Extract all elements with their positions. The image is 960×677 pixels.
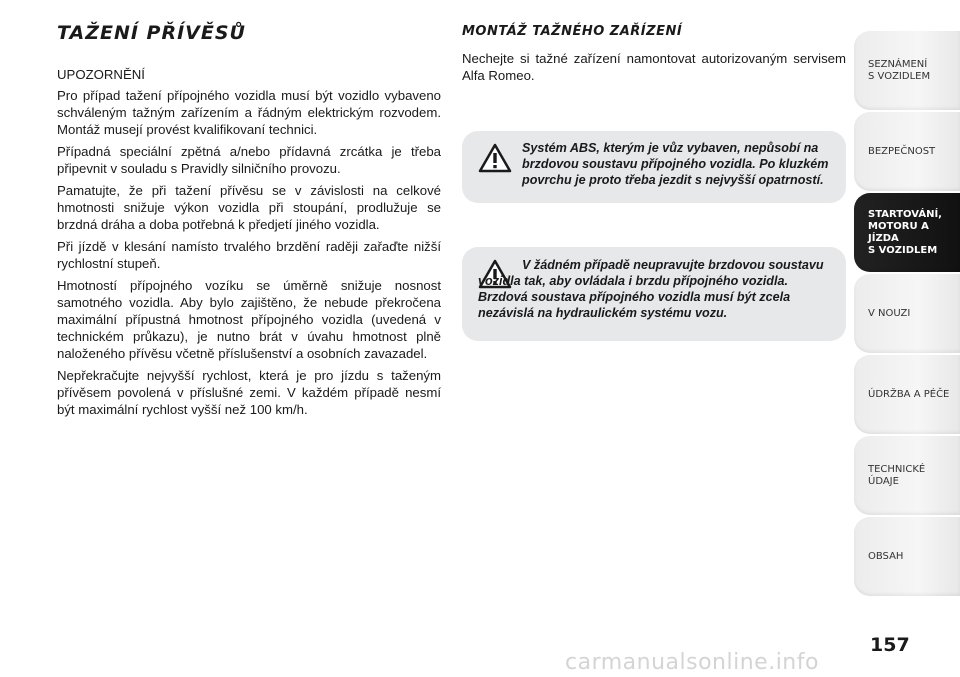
tab-label: STARTOVÁNÍ, MOTORU A JÍZDA S VOZIDLEM: [868, 208, 942, 256]
page-title: TAŽENÍ PŘÍVĚSŮ: [57, 22, 246, 44]
tab-label: TECHNICKÉ ÚDAJE: [868, 463, 926, 487]
paragraph-6: Nepřekračujte nejvyšší rychlost, která je pro jízdu s taženým přívěsem povolená v příslušné zemi. V každém případě nesmí být maximální rychlost vyšší než 100 km/h.: [57, 368, 441, 417]
tab-technicke-udaje[interactable]: [854, 436, 960, 515]
tab-label: ÚDRŽBA A PÉČE: [868, 388, 950, 400]
watermark: carmanualsonline.info: [565, 650, 819, 675]
paragraph-5: Hmotností přípojného vozíku se úměrně snižuje nosnost samotného vozidla. Aby bylo zajištěno, že nebude překročena maximální přípustná hmotnost přípojného vozidla (uvedená v technickém průkazu), je nutno brát v úvahu hmotnost plně naloženého přívěsu včetně příslušenství a osobních zavazadel.: [57, 278, 441, 361]
warning-label: UPOZORNĚNÍ: [57, 67, 145, 82]
tab-v-nouzi[interactable]: [854, 274, 960, 353]
warning-box-abs: [462, 131, 846, 203]
tab-udrzba[interactable]: [854, 355, 960, 434]
tab-obsah[interactable]: [854, 517, 960, 596]
tab-seznameni[interactable]: [854, 31, 960, 110]
paragraph-1: Pro případ tažení přípojného vozidla musí být vozidlo vybaveno schváleným tažným zařízením a řádným elektrickým rozvodem. Montáž musejí provést kvalifikovaní technici.: [57, 88, 441, 137]
left-column: [57, 66, 441, 423]
warning-text-abs: Systém ABS, kterým je vůz vybaven, nepůsobí na brzdovou soustavu přípojného vozidla. Po kluzkém povrchu je proto třeba jezdit s nejvyšší opatrností.: [522, 141, 829, 187]
warning-triangle-icon: [478, 143, 512, 173]
tab-startovani-active[interactable]: [854, 193, 960, 272]
intro-paragraph: Nechejte si tažné zařízení namontovat autorizovaným servisem Alfa Romeo.: [462, 51, 846, 83]
right-intro: [462, 50, 846, 84]
tab-label: OBSAH: [868, 550, 904, 562]
tab-label: BEZPEČNOST: [868, 145, 936, 157]
warning-text-brakes: V žádném případě neupravujte brzdovou soustavu vozidla tak, aby ovládala i brzdu přípojného vozidla. Brzdová soustava přípojného vozidla musí být zcela nezávislá na hydraulickém systému vozu.: [478, 258, 824, 320]
chapter-tabs: [854, 31, 960, 598]
paragraph-4: Při jízdě v klesání namísto trvalého brzdění raději zařaďte nižší rychlostní stupeň.: [57, 239, 441, 271]
warning-box-brakes: [462, 247, 846, 341]
section-title: MONTÁŽ TAŽNÉHO ZAŘÍZENÍ: [462, 24, 683, 39]
paragraph-2: Případná speciální zpětná a/nebo přídavná zrcátka je třeba připevnit v souladu s Pravidly silničního provozu.: [57, 144, 441, 176]
page-number: 157: [870, 634, 910, 656]
tab-bezpecnost[interactable]: [854, 112, 960, 191]
tab-label: V NOUZI: [868, 307, 911, 319]
paragraph-3: Pamatujte, že při tažení přívěsu se v závislosti na celkové hmotnosti snižuje výkon vozidla při stoupání, prodlužuje se brzdná dráha a doba potřebná k předjetí jiného vozidla.: [57, 183, 441, 232]
tab-label: SEZNÁMENÍ S VOZIDLEM: [868, 58, 931, 82]
